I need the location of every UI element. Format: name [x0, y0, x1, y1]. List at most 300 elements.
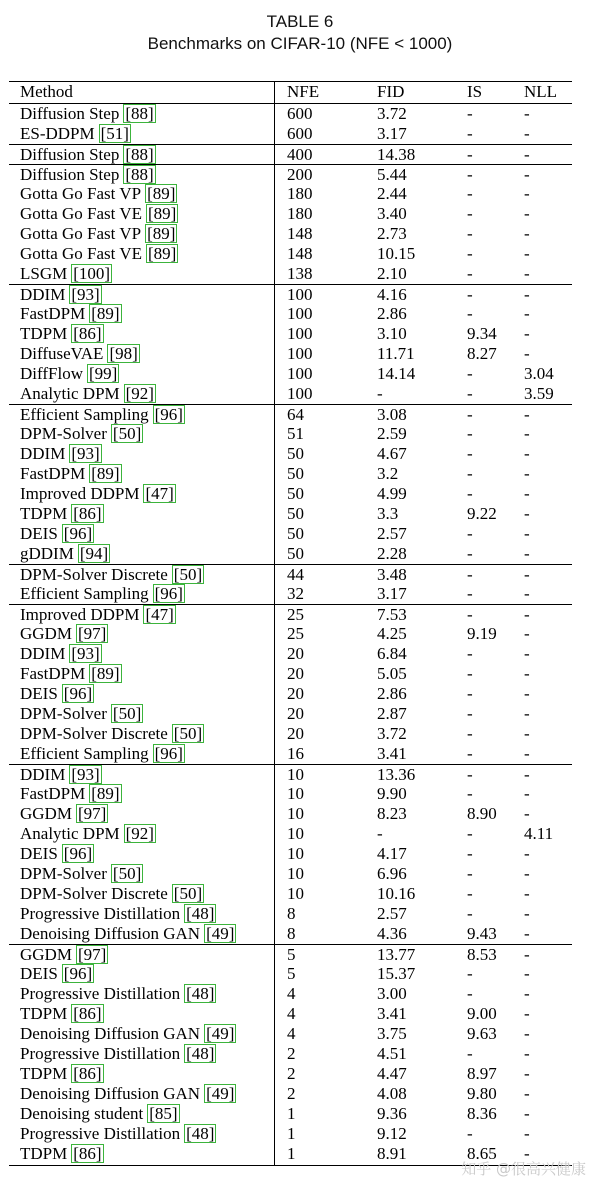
method-name: DEIS	[20, 524, 58, 543]
table-row	[9, 824, 572, 844]
nll-cell: -	[524, 1124, 530, 1143]
fid-cell: 3.72	[377, 104, 407, 123]
table-row	[9, 484, 572, 504]
method-cell	[20, 924, 236, 944]
table-row	[9, 1064, 572, 1084]
is-cell: 8.53	[467, 945, 497, 964]
method-name: LSGM	[20, 264, 68, 283]
table-row	[9, 544, 572, 564]
method-name: Diffusion Step	[20, 165, 120, 184]
method-name: DDIM	[20, 444, 66, 463]
nll-cell: -	[524, 204, 530, 223]
nfe-cell: 20	[287, 724, 304, 743]
citation-link[interactable]: [89]	[148, 204, 177, 223]
citation-link[interactable]: [50]	[112, 704, 142, 723]
nfe-cell: 10	[287, 824, 304, 843]
nll-cell: -	[524, 1104, 530, 1123]
is-cell: 8.90	[467, 804, 497, 823]
fid-cell: 8.91	[377, 1144, 407, 1163]
is-cell: -	[467, 1044, 473, 1063]
citation-link[interactable]: [96]	[63, 684, 93, 703]
method-cell	[20, 165, 156, 185]
fid-cell: 4.17	[377, 844, 407, 863]
table-row	[9, 164, 572, 184]
method-name: GGDM	[20, 804, 72, 823]
nll-cell: 4.11	[524, 824, 554, 843]
nll-cell: -	[524, 924, 530, 943]
table-row	[9, 844, 572, 864]
nll-cell: -	[524, 124, 530, 143]
citation-link[interactable]: [94]	[79, 544, 109, 563]
is-cell: -	[467, 364, 473, 383]
citation-link[interactable]: [86]	[73, 1004, 102, 1023]
method-cell	[20, 104, 156, 124]
citation-link[interactable]: [89]	[91, 464, 120, 483]
nll-cell: -	[524, 1144, 530, 1163]
fid-cell: 4.08	[377, 1084, 407, 1103]
nfe-cell: 44	[287, 565, 304, 584]
citation-link[interactable]: [85]	[149, 1104, 178, 1123]
nfe-cell: 2	[287, 1044, 296, 1063]
fid-cell: 3.00	[377, 984, 407, 1003]
nll-cell: -	[524, 1024, 530, 1043]
citation-link[interactable]: [92]	[125, 384, 154, 403]
method-name: DEIS	[20, 844, 58, 863]
table-row	[9, 344, 572, 364]
method-cell	[20, 824, 156, 844]
is-cell: -	[467, 744, 473, 763]
method-cell	[20, 904, 216, 924]
method-cell	[20, 664, 122, 684]
nll-cell: -	[524, 784, 530, 803]
is-cell: -	[467, 244, 473, 263]
table-row	[9, 704, 572, 724]
citation-link[interactable]: [89]	[91, 784, 120, 803]
nfe-cell: 20	[287, 664, 304, 683]
nfe-cell: 148	[287, 244, 313, 263]
nfe-cell: 200	[287, 165, 313, 184]
nfe-cell: 16	[287, 744, 304, 763]
nfe-cell: 20	[287, 644, 304, 663]
nfe-cell: 10	[287, 765, 304, 784]
is-cell: 9.80	[467, 1084, 497, 1103]
method-name: Progressive Distillation	[20, 904, 181, 923]
method-name: Progressive Distillation	[20, 984, 181, 1003]
nll-cell: -	[524, 804, 530, 823]
method-cell	[20, 464, 122, 484]
method-cell	[20, 804, 108, 824]
table-row	[9, 684, 572, 704]
fid-cell: 2.86	[377, 684, 407, 703]
nll-cell: -	[524, 285, 530, 304]
nll-cell: -	[524, 304, 530, 323]
table-row	[9, 504, 572, 524]
citation-link[interactable]: [47]	[145, 484, 174, 503]
method-cell	[20, 1104, 180, 1124]
citation-link[interactable]: [86]	[73, 1064, 102, 1083]
method-cell	[20, 124, 131, 144]
fid-cell: 2.44	[377, 184, 407, 203]
citation-link[interactable]: [93]	[71, 285, 100, 304]
method-cell	[20, 145, 156, 165]
method-name: ES-DDPM	[20, 124, 95, 143]
method-name: DEIS	[20, 964, 58, 983]
is-cell: -	[467, 605, 473, 624]
nfe-cell: 8	[287, 924, 296, 943]
method-cell	[20, 1064, 104, 1084]
citation-link[interactable]: [86]	[73, 504, 102, 523]
method-name: Progressive Distillation	[20, 1044, 181, 1063]
method-cell	[20, 264, 112, 284]
method-cell	[20, 784, 122, 804]
citation-link[interactable]: [97]	[77, 945, 107, 964]
citation-link[interactable]: [88]	[125, 104, 154, 123]
method-cell	[20, 405, 185, 425]
is-cell: -	[467, 1124, 473, 1143]
nfe-cell: 180	[287, 184, 313, 203]
citation-link[interactable]: [100]	[73, 264, 111, 283]
table-row	[9, 624, 572, 644]
fid-cell: 9.36	[377, 1104, 407, 1123]
nfe-cell: 1	[287, 1104, 296, 1123]
nfe-cell: 50	[287, 504, 304, 523]
fid-cell: 3.72	[377, 724, 407, 743]
method-name: FastDPM	[20, 664, 86, 683]
citation-link[interactable]: [88]	[125, 145, 154, 164]
nfe-cell: 2	[287, 1064, 296, 1083]
table-row	[9, 224, 572, 244]
method-name: Gotta Go Fast VP	[20, 224, 142, 243]
method-name: Improved DDPM	[20, 605, 140, 624]
nfe-cell: 25	[287, 624, 304, 643]
fid-cell: 15.37	[377, 964, 416, 983]
is-cell: -	[467, 524, 473, 543]
nfe-cell: 1	[287, 1144, 296, 1163]
fid-cell: 10.16	[377, 884, 416, 903]
method-cell	[20, 624, 108, 644]
method-cell	[20, 945, 108, 965]
table-row	[9, 1004, 572, 1024]
header-is: IS	[467, 82, 483, 101]
is-cell: -	[467, 844, 473, 863]
table-row	[9, 964, 572, 984]
nfe-cell: 8	[287, 904, 296, 923]
citation-link[interactable]: [93]	[71, 644, 100, 663]
fid-cell: 3.41	[377, 1004, 407, 1023]
table-label: TABLE 6	[266, 12, 334, 31]
citation-link[interactable]: [50]	[173, 884, 203, 903]
nfe-cell: 180	[287, 204, 313, 223]
nll-cell: -	[524, 765, 530, 784]
is-cell: -	[467, 724, 473, 743]
nll-cell: -	[524, 504, 530, 523]
table-row	[9, 1024, 572, 1044]
method-cell	[20, 984, 216, 1004]
table-row	[9, 324, 572, 344]
is-cell: -	[467, 984, 473, 1003]
table-row	[9, 924, 572, 944]
is-cell: 9.00	[467, 1004, 497, 1023]
citation-link[interactable]: [96]	[63, 844, 93, 863]
citation-link[interactable]: [89]	[147, 224, 176, 243]
fid-cell: 11.71	[377, 344, 415, 363]
is-cell: 9.63	[467, 1024, 497, 1043]
fid-cell: 9.12	[377, 1124, 407, 1143]
method-name: TDPM	[20, 324, 68, 343]
method-cell	[20, 244, 178, 264]
citation-link[interactable]: [98]	[109, 344, 138, 363]
is-cell: 9.34	[467, 324, 497, 343]
method-cell	[20, 1024, 236, 1044]
table-row	[9, 784, 572, 804]
method-name: TDPM	[20, 504, 68, 523]
method-name: DiffFlow	[20, 364, 83, 383]
nll-cell: -	[524, 344, 530, 363]
method-cell	[20, 704, 143, 724]
citation-link[interactable]: [96]	[154, 744, 183, 763]
fid-cell: 2.57	[377, 524, 407, 543]
method-cell	[20, 224, 177, 244]
nfe-cell: 10	[287, 884, 304, 903]
is-cell: -	[467, 664, 473, 683]
fid-cell: 13.36	[377, 765, 416, 784]
citation-link[interactable]: [50]	[173, 565, 203, 584]
is-cell: 8.65	[467, 1144, 497, 1163]
is-cell: -	[467, 285, 473, 304]
header-method: Method	[20, 82, 73, 101]
table-title: Benchmarks on CIFAR-10 (NFE < 1000)	[147, 34, 453, 53]
method-name: DPM-Solver Discrete	[20, 724, 168, 743]
method-name: DPM-Solver	[20, 424, 107, 443]
fid-cell: 7.53	[377, 605, 407, 624]
citation-link[interactable]: [89]	[148, 244, 177, 263]
nll-cell: -	[524, 724, 530, 743]
nfe-cell: 10	[287, 864, 304, 883]
nfe-cell: 25	[287, 605, 304, 624]
fid-cell: 3.2	[377, 464, 399, 483]
method-cell	[20, 444, 102, 464]
citation-link[interactable]: [92]	[125, 824, 154, 843]
citation-link[interactable]: [99]	[88, 364, 118, 383]
citation-link[interactable]: [93]	[71, 765, 100, 784]
nll-cell: -	[524, 484, 530, 503]
nll-cell: -	[524, 145, 530, 164]
citation-link[interactable]: [96]	[63, 524, 93, 543]
citation-link[interactable]: [50]	[173, 724, 203, 743]
fid-cell: 3.17	[377, 584, 407, 603]
method-name: Diffusion Step	[20, 145, 120, 164]
citation-link[interactable]: [86]	[73, 324, 102, 343]
nll-cell: -	[524, 605, 530, 624]
nll-cell: -	[524, 405, 530, 424]
nfe-cell: 10	[287, 784, 304, 803]
nfe-cell: 50	[287, 524, 304, 543]
nll-cell: -	[524, 704, 530, 723]
method-name: GGDM	[20, 624, 72, 643]
method-cell	[20, 644, 102, 664]
fid-cell: -	[377, 824, 383, 843]
is-cell: -	[467, 784, 473, 803]
citation-link[interactable]: [86]	[73, 1144, 102, 1163]
table-row	[9, 384, 572, 404]
method-name: DPM-Solver	[20, 864, 107, 883]
nfe-cell: 5	[287, 945, 296, 964]
nfe-cell: 64	[287, 405, 304, 424]
watermark: 知乎 @很高兴健康	[461, 1160, 586, 1178]
nll-cell: -	[524, 104, 530, 123]
fid-cell: 2.59	[377, 424, 407, 443]
method-name: Gotta Go Fast VE	[20, 204, 142, 223]
citation-link[interactable]: [48]	[186, 1124, 215, 1143]
fid-cell: 2.86	[377, 304, 407, 323]
citation-link[interactable]: [97]	[77, 624, 107, 643]
is-cell: -	[467, 565, 473, 584]
citation-link[interactable]: [93]	[71, 444, 100, 463]
table-row	[9, 204, 572, 224]
citation-link[interactable]: [96]	[154, 405, 183, 424]
fid-cell: 8.23	[377, 804, 407, 823]
nfe-cell: 20	[287, 704, 304, 723]
citation-link[interactable]: [49]	[206, 1024, 235, 1043]
table-body	[9, 104, 572, 1164]
method-name: DPM-Solver Discrete	[20, 884, 168, 903]
citation-link[interactable]: [49]	[206, 1084, 235, 1103]
citation-link[interactable]: [47]	[145, 605, 174, 624]
citation-link[interactable]: [96]	[63, 964, 93, 983]
method-name: Efficient Sampling	[20, 744, 149, 763]
nll-cell: -	[524, 165, 530, 184]
table-row	[9, 104, 572, 124]
nfe-cell: 400	[287, 145, 313, 164]
method-name: gDDIM	[20, 544, 74, 563]
is-cell: -	[467, 644, 473, 663]
method-name: Denoising student	[20, 1104, 144, 1123]
fid-cell: 4.36	[377, 924, 407, 943]
method-name: TDPM	[20, 1144, 68, 1163]
method-name: Progressive Distillation	[20, 1124, 181, 1143]
fid-cell: 3.75	[377, 1024, 407, 1043]
citation-link[interactable]: [50]	[112, 864, 142, 883]
nfe-cell: 20	[287, 684, 304, 703]
fid-cell: 4.51	[377, 1044, 407, 1063]
citation-link[interactable]: [89]	[147, 184, 176, 203]
nfe-cell: 100	[287, 344, 313, 363]
method-cell	[20, 324, 104, 344]
citation-link[interactable]: [51]	[100, 124, 129, 143]
citation-link[interactable]: [49]	[206, 924, 235, 943]
nfe-cell: 4	[287, 1004, 296, 1023]
nll-cell: 3.04	[524, 364, 554, 383]
table-row	[9, 1084, 572, 1104]
method-cell	[20, 864, 143, 884]
table-row	[9, 804, 572, 824]
nll-cell: -	[524, 744, 530, 763]
fid-cell: 2.28	[377, 544, 407, 563]
is-cell: -	[467, 124, 473, 143]
fid-cell: 3.17	[377, 124, 407, 143]
nll-cell: -	[524, 1044, 530, 1063]
method-name: Denoising Diffusion GAN	[20, 1084, 201, 1103]
nll-cell: -	[524, 244, 530, 263]
table-row	[9, 564, 572, 584]
nll-cell: -	[524, 464, 530, 483]
nfe-cell: 50	[287, 464, 304, 483]
nfe-cell: 100	[287, 285, 313, 304]
citation-link[interactable]: [88]	[125, 165, 154, 184]
nll-cell: -	[524, 844, 530, 863]
method-cell	[20, 1004, 104, 1024]
citation-link[interactable]: [97]	[77, 804, 107, 823]
is-cell: -	[467, 104, 473, 123]
nfe-cell: 50	[287, 544, 304, 563]
is-cell: -	[467, 704, 473, 723]
table-row	[9, 1044, 572, 1064]
table-row	[9, 284, 572, 304]
citation-link[interactable]: [50]	[112, 424, 142, 443]
nfe-cell: 51	[287, 424, 304, 443]
nll-cell: -	[524, 524, 530, 543]
fid-cell: 6.84	[377, 644, 407, 663]
citation-link[interactable]: [48]	[186, 984, 215, 1003]
method-cell	[20, 724, 204, 744]
citation-link[interactable]: [89]	[91, 664, 120, 683]
fid-cell: 13.77	[377, 945, 416, 964]
table-row	[9, 364, 572, 384]
is-cell: -	[467, 424, 473, 443]
method-cell	[20, 605, 176, 625]
method-name: DiffuseVAE	[20, 344, 104, 363]
fid-cell: 3.3	[377, 504, 399, 523]
is-cell: 9.19	[467, 624, 497, 643]
nll-cell: -	[524, 664, 530, 683]
nfe-cell: 148	[287, 224, 313, 243]
method-cell	[20, 204, 178, 224]
method-cell	[20, 684, 94, 704]
nll-cell: -	[524, 324, 530, 343]
nfe-cell: 32	[287, 584, 304, 603]
nfe-cell: 138	[287, 264, 313, 283]
citation-link[interactable]: [96]	[154, 584, 183, 603]
is-cell: -	[467, 145, 473, 164]
method-cell	[20, 964, 94, 984]
table-header-row	[9, 82, 572, 104]
is-cell: -	[467, 864, 473, 883]
fid-cell: 2.73	[377, 224, 407, 243]
citation-link[interactable]: [89]	[91, 304, 120, 323]
is-cell: 9.43	[467, 924, 497, 943]
is-cell: -	[467, 584, 473, 603]
method-cell	[20, 584, 185, 604]
method-name: FastDPM	[20, 464, 86, 483]
method-cell	[20, 484, 176, 504]
method-name: Efficient Sampling	[20, 405, 149, 424]
is-cell: -	[467, 224, 473, 243]
table-row	[9, 1124, 572, 1144]
fid-cell: 3.08	[377, 405, 407, 424]
method-cell	[20, 565, 204, 585]
table-row	[9, 744, 572, 764]
method-name: Denoising Diffusion GAN	[20, 1024, 201, 1043]
benchmark-table	[9, 82, 572, 1164]
nll-cell: -	[524, 904, 530, 923]
citation-link[interactable]: [48]	[186, 904, 215, 923]
fid-cell: 2.87	[377, 704, 407, 723]
fid-cell: -	[377, 384, 383, 403]
citation-link[interactable]: [48]	[186, 1044, 215, 1063]
fid-cell: 4.47	[377, 1064, 407, 1083]
table-row	[9, 1104, 572, 1124]
is-cell: -	[467, 204, 473, 223]
